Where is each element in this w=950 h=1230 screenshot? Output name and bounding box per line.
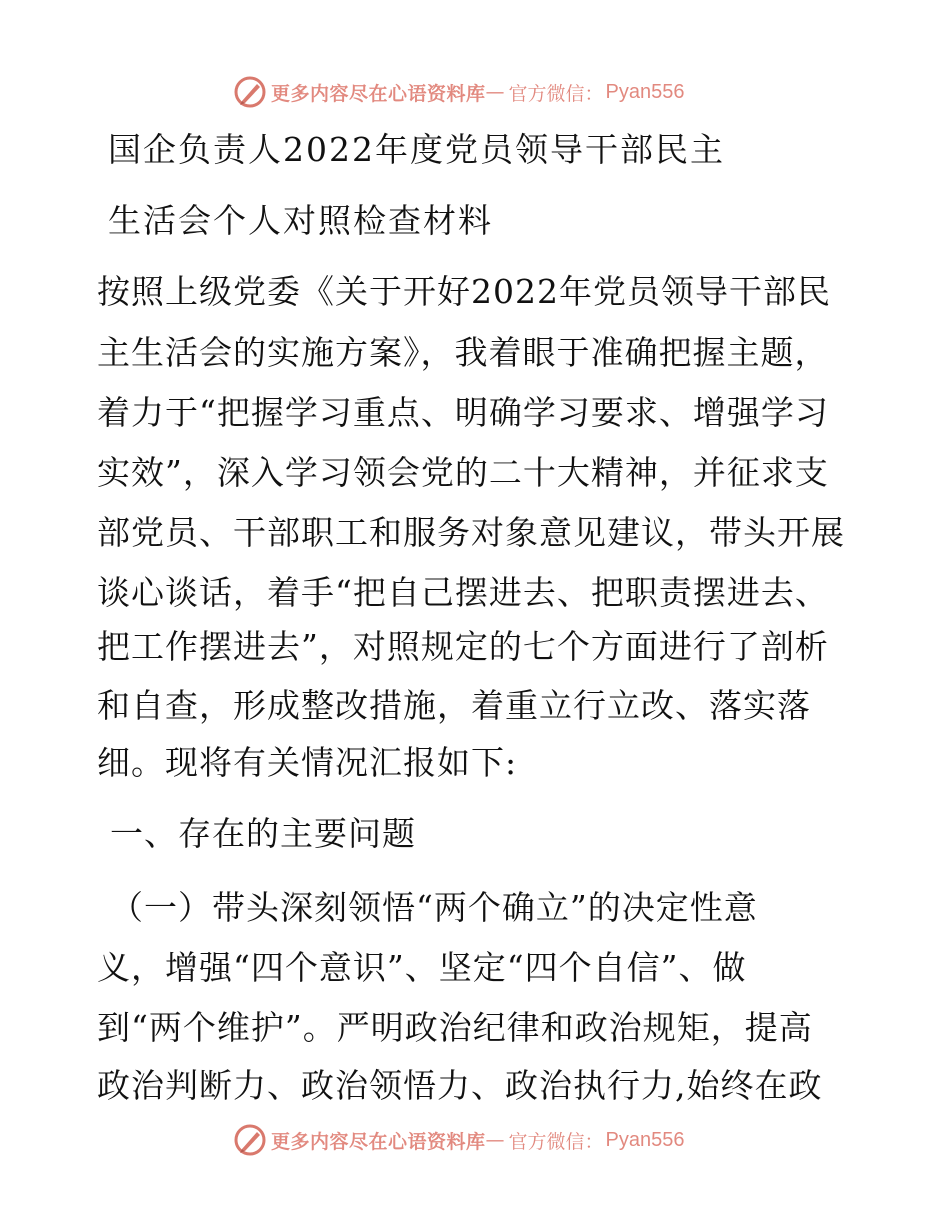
subsection-line: 到“两个维护”。严明政治纪律和政治规矩，提高 bbox=[97, 1008, 813, 1047]
footer-watermark bbox=[233, 1120, 685, 1160]
watermark-separator: — bbox=[485, 1129, 505, 1151]
watermark-handle: Pyan556 bbox=[605, 80, 685, 103]
watermark-separator: — bbox=[485, 81, 505, 103]
watermark-text: 更多内容尽在心语资料库 bbox=[271, 1130, 486, 1153]
watermark-label: 官方微信： bbox=[508, 82, 604, 105]
paragraph-line: 主生活会的实施方案》，我着眼于准确把握主题， bbox=[97, 333, 829, 372]
subsection-line: 义，增强“四个意识”、坚定“四个自信”、做 bbox=[97, 948, 747, 987]
document-title-line-2: 生活会个人对照检查材料 bbox=[108, 201, 493, 240]
watermark-handle: Pyan556 bbox=[605, 1128, 685, 1151]
document-title-line-1: 国企负责人2022年度党员领导干部民主 bbox=[108, 130, 725, 169]
pen-logo-icon bbox=[233, 75, 267, 109]
paragraph-line: 谈心谈话，着手“把自己摆进去、把职责摆进去、 bbox=[97, 573, 829, 612]
paragraph-line: 细。现将有关情况汇报如下: bbox=[97, 743, 518, 782]
header-watermark bbox=[233, 72, 685, 112]
paragraph-line: 按照上级党委《关于开好2022年党员领导干部民 bbox=[97, 272, 831, 311]
paragraph-line: 实效”，深入学习领会党的二十大精神，并征求支 bbox=[97, 453, 829, 492]
watermark-label: 官方微信： bbox=[508, 1130, 604, 1153]
paragraph-line: 和自查，形成整改措施，着重立行立改、落实落 bbox=[97, 686, 811, 725]
watermark-text: 更多内容尽在心语资料库 bbox=[271, 82, 486, 105]
paragraph-line: 把工作摆进去”，对照规定的七个方面进行了剖析 bbox=[97, 627, 829, 666]
section-heading: 一、存在的主要问题 bbox=[110, 814, 416, 853]
paragraph-line: 部党员、干部职工和服务对象意见建议，带头开展 bbox=[97, 513, 845, 552]
paragraph-line: 着力于“把握学习重点、明确学习要求、增强学习 bbox=[97, 393, 829, 432]
pen-logo-icon bbox=[233, 1123, 267, 1157]
subsection-line: （一）带头深刻领悟“两个确立”的决定性意 bbox=[110, 888, 758, 927]
subsection-line: 政治判断力、政治领悟力、政治执行力,始终在政 bbox=[97, 1066, 823, 1105]
